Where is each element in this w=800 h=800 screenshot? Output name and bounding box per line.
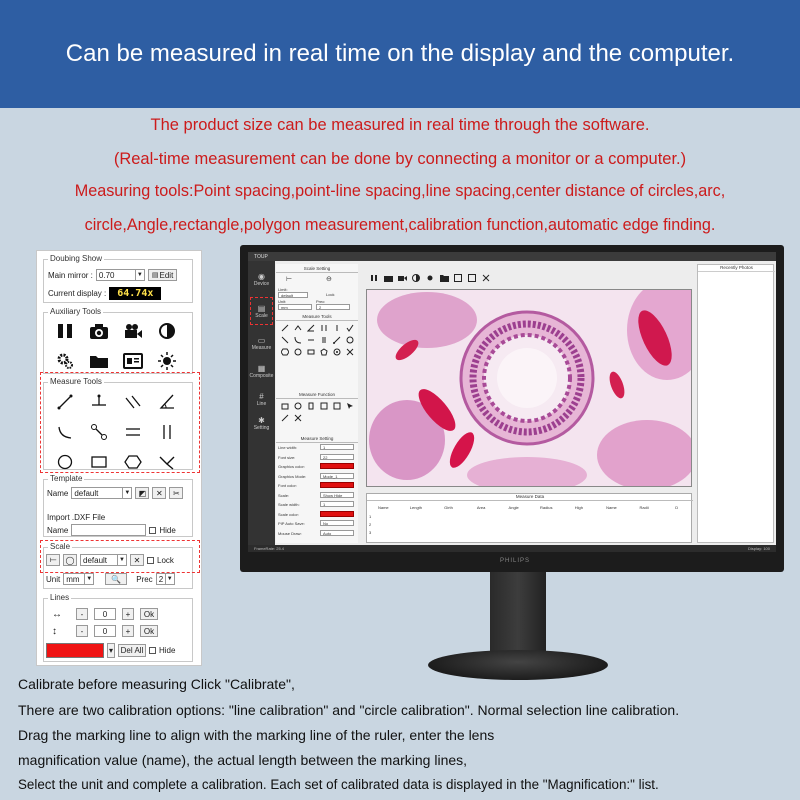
- edit-icon: ▤: [151, 272, 159, 279]
- setting-label: Font size:: [278, 454, 296, 460]
- limit-label: Limit:: [278, 287, 288, 292]
- folder-icon[interactable]: [439, 274, 449, 283]
- setting-label: Scale color:: [278, 511, 299, 517]
- scale-lock-label: Lock: [157, 555, 174, 565]
- sidebar-item-device[interactable]: ◉ Device: [253, 271, 270, 287]
- setting-value[interactable]: No: [320, 520, 354, 526]
- table-row[interactable]: 2: [369, 522, 372, 527]
- current-display-label: Current display :: [48, 289, 107, 298]
- limit-lock[interactable]: Lock: [326, 292, 335, 297]
- monitor-brand: PHILIPS: [500, 558, 531, 564]
- function-chat-icon[interactable]: [291, 400, 304, 412]
- tool-hline-icon[interactable]: [304, 334, 317, 346]
- h-ok-button[interactable]: Ok: [140, 608, 158, 620]
- brightness-icon[interactable]: [425, 274, 435, 283]
- function-select-icon[interactable]: [343, 400, 356, 412]
- dxf-name-input[interactable]: [71, 524, 146, 536]
- app-titlebar: [248, 252, 776, 261]
- sidebar-item-line[interactable]: # Line: [256, 391, 267, 407]
- intro-line-4: circle,Angle,rectangle,polygon measurement,calibration function,automatic edge finding.: [84, 216, 716, 234]
- contrast-icon[interactable]: [150, 316, 184, 346]
- tool-x-icon[interactable]: [343, 346, 356, 358]
- line-scale-icon[interactable]: ⊢: [286, 276, 293, 283]
- tool-arc-icon[interactable]: [291, 334, 304, 346]
- pause-icon[interactable]: [369, 274, 379, 283]
- app-control-panel: [276, 264, 358, 543]
- dxf-hide-checkbox[interactable]: [149, 527, 156, 534]
- app-title: TOUP: [254, 253, 268, 260]
- camera-icon[interactable]: [82, 316, 116, 346]
- tool-vline-icon[interactable]: [330, 322, 343, 334]
- column-header: Radii: [639, 505, 649, 510]
- fullscreen-icon[interactable]: [481, 274, 491, 283]
- dxf-hide-label: Hide: [159, 525, 176, 535]
- image-toolbar: [363, 271, 693, 285]
- auxiliary-tools-group: [43, 307, 193, 374]
- doubling-group: [43, 254, 193, 303]
- setting-value[interactable]: [320, 463, 354, 469]
- measure-tools-title: Measure Tools: [50, 377, 102, 386]
- auxiliary-title: Auxiliary Tools: [50, 307, 101, 316]
- copy-icon[interactable]: [467, 274, 477, 283]
- sidebar-item-composite[interactable]: ▦ Composite: [249, 363, 274, 379]
- intro-line-3: Measuring tools:Point spacing,point-line spacing,line spacing,center distance of circles,arc,: [74, 182, 726, 200]
- template-save-icon[interactable]: ◩: [135, 487, 149, 499]
- setting-label: Mouse Draw:: [278, 530, 302, 536]
- template-name-select[interactable]: default ▼: [71, 487, 132, 499]
- app-measure-function-grid: [278, 400, 356, 424]
- vertical-arrow-icon: ↕: [52, 625, 57, 637]
- camera-icon[interactable]: [383, 274, 393, 283]
- pause-icon[interactable]: [48, 316, 82, 346]
- function-image-icon[interactable]: [317, 400, 330, 412]
- lines-title: Lines: [50, 593, 70, 602]
- framerate-text: FrameRate: 25.4: [254, 546, 285, 551]
- v-ok-button[interactable]: Ok: [140, 625, 158, 637]
- display-zoom-text: Display: 100: [747, 546, 770, 551]
- save-icon[interactable]: [453, 274, 463, 283]
- measure-data-table: [366, 493, 692, 543]
- horizontal-arrow-icon: ↔: [52, 608, 62, 620]
- table-row[interactable]: 1: [369, 514, 372, 519]
- main-mirror-label: Main mirror :: [48, 270, 93, 280]
- v-line-value[interactable]: 0: [94, 625, 116, 637]
- setting-label: Scale:: [278, 492, 290, 498]
- unit-select[interactable]: mm ▼: [63, 573, 94, 585]
- column-header: Name: [606, 505, 617, 510]
- monitor-stand: [490, 570, 546, 662]
- template-group: [43, 474, 193, 537]
- scale-select[interactable]: default ▼: [80, 554, 127, 566]
- video-record-icon[interactable]: [116, 316, 150, 346]
- microscope-live-image[interactable]: [366, 289, 692, 487]
- scale-icon: ▤: [257, 303, 266, 313]
- setting-label: Scale width:: [278, 502, 300, 507]
- app-sidebar: [248, 261, 275, 545]
- template-delete-icon[interactable]: ✕: [152, 487, 166, 499]
- delete-all-button[interactable]: Del All: [118, 644, 146, 657]
- measure-tools-header: Measure Tools: [276, 314, 358, 321]
- prec-select[interactable]: 2 ▼: [156, 573, 175, 585]
- device-icon: ◉: [258, 271, 265, 281]
- h-plus-button[interactable]: +: [122, 608, 134, 620]
- column-header: Angle: [508, 505, 519, 510]
- template-name-label: Name: [47, 488, 69, 498]
- setting-value[interactable]: [320, 482, 354, 488]
- measure-setting-header: Measure Setting: [276, 436, 358, 443]
- tool-point-line-icon[interactable]: [291, 322, 304, 334]
- tool-angle-icon[interactable]: [304, 322, 317, 334]
- h-line-value[interactable]: 0: [94, 608, 116, 620]
- composite-icon: ▦: [257, 363, 266, 373]
- setting-value[interactable]: 1: [320, 444, 354, 450]
- setting-label: Graphics Mode:: [278, 473, 307, 479]
- tool-poly-icon[interactable]: [317, 346, 330, 358]
- recent-photos-header: Recently Photos: [698, 265, 775, 272]
- dxf-name-label: Name: [47, 525, 69, 535]
- function-camera-icon[interactable]: [278, 400, 291, 412]
- instruction-line-4: magnification value (name), the actual length between the marking lines,: [18, 752, 468, 768]
- function-arrow-icon[interactable]: [278, 412, 291, 424]
- circle-calibration-icon[interactable]: ◯: [63, 554, 77, 566]
- measure-control-panel: [36, 250, 202, 666]
- tool-circle-icon[interactable]: [343, 334, 356, 346]
- measure-function-header: Measure Function: [276, 392, 358, 399]
- instruction-line-1: Calibrate before measuring Click "Calibrate",: [18, 676, 295, 692]
- line-color-dropdown[interactable]: ▾: [107, 643, 115, 658]
- unit-label: Unit: [46, 574, 61, 584]
- video-icon[interactable]: [397, 274, 407, 283]
- function-paint-icon[interactable]: [304, 400, 317, 412]
- h-minus-button[interactable]: -: [76, 608, 88, 620]
- gear-icon: ✱: [258, 415, 265, 425]
- function-delete-icon[interactable]: [291, 412, 304, 424]
- instruction-line-3: Drag the marking line to align with the marking line of the ruler, enter the lens: [18, 727, 495, 743]
- measure-data-header: Measure Data: [367, 494, 693, 501]
- tool-vlines-icon[interactable]: [317, 322, 330, 334]
- v-plus-button[interactable]: +: [122, 625, 134, 637]
- lines-hide-label: Hide: [159, 646, 176, 655]
- scale-setting-header: Scale Setting: [276, 266, 358, 273]
- circle-scale-icon[interactable]: ⊖: [326, 276, 332, 283]
- setting-value[interactable]: 22: [320, 454, 354, 460]
- column-header: Girth: [444, 505, 453, 510]
- setting-label: Graphics color:: [278, 464, 305, 469]
- sidebar-item-measure[interactable]: ▭ Measure: [251, 335, 272, 351]
- doubling-title: Doubing Show: [50, 254, 103, 263]
- app-prec-select[interactable]: 2: [316, 304, 350, 310]
- tool-circle2-icon[interactable]: [291, 346, 304, 358]
- app-measure-tool-grid: [278, 322, 356, 358]
- line-color-swatch[interactable]: [46, 643, 104, 658]
- instruction-line-2: There are two calibration options: "line calibration" and "circle calibration". Normal selection line calibration.: [18, 702, 680, 718]
- setting-value[interactable]: [320, 511, 354, 517]
- setting-value[interactable]: Show Hide: [320, 492, 354, 498]
- scale-title: Scale: [50, 542, 71, 551]
- monitor-base: [428, 650, 608, 680]
- column-header: Name: [377, 505, 389, 510]
- setting-value[interactable]: 1: [320, 501, 354, 507]
- tool-check-icon[interactable]: [343, 322, 356, 334]
- template-title: Template: [50, 474, 83, 483]
- sidebar-item-setting[interactable]: ✱ Setting: [253, 415, 270, 431]
- app-unit-label: Unit:: [278, 299, 287, 304]
- tool-rect-icon[interactable]: [304, 346, 317, 358]
- scale-delete-icon[interactable]: ✕: [130, 554, 144, 566]
- setting-label: Font color:: [278, 483, 297, 488]
- grid-icon: #: [259, 391, 264, 401]
- intro-line-2: (Real-time measurement can be done by connecting a monitor or a computer.): [113, 150, 687, 168]
- tool-vert-icon[interactable]: [317, 334, 330, 346]
- setting-label: Line width:: [278, 445, 298, 450]
- measure-data-columns: [367, 505, 693, 510]
- tool-target-icon[interactable]: [330, 346, 343, 358]
- function-export-icon[interactable]: [330, 400, 343, 412]
- tool-dist-icon[interactable]: [330, 334, 343, 346]
- column-header: D: [675, 505, 679, 510]
- zoom-search-icon[interactable]: 🔍: [105, 573, 127, 585]
- intro-line-1: The product size can be measured in real time through the software.: [150, 116, 650, 134]
- template-cut-icon[interactable]: ✂: [169, 487, 183, 499]
- measure-icon: ▭: [257, 335, 266, 345]
- app-prec-label: Prec:: [316, 299, 326, 304]
- line-calibration-icon[interactable]: ⟝: [46, 554, 60, 566]
- monitor-screen: [248, 252, 776, 552]
- setting-label: PIP Auto Save:: [278, 521, 305, 526]
- import-dxf-label: Import .DXF File: [47, 513, 106, 522]
- table-row[interactable]: 3: [369, 530, 372, 535]
- column-header: Length: [409, 505, 422, 510]
- app-status-bar: [248, 545, 776, 552]
- v-minus-button[interactable]: -: [76, 625, 88, 637]
- recent-photos-panel: [697, 264, 774, 543]
- column-header: High: [574, 505, 583, 510]
- main-mirror-select[interactable]: 0.70 ▼: [96, 269, 145, 281]
- prec-label: Prec: [136, 574, 153, 584]
- tool-diag-icon[interactable]: [278, 334, 291, 346]
- column-header: Area: [476, 505, 486, 510]
- banner-title: Can be measured in real time on the display and the computer.: [0, 0, 800, 108]
- instruction-line-5: Select the unit and complete a calibration. Each set of calibrated data is displayed in the "Magnification:" list.: [18, 777, 659, 792]
- setting-value[interactable]: Auto: [320, 530, 354, 536]
- measure-tools-highlight: [40, 372, 200, 473]
- setting-value[interactable]: Mode_1: [320, 473, 354, 479]
- lines-hide-checkbox[interactable]: [149, 647, 156, 654]
- tool-line-icon[interactable]: [278, 322, 291, 334]
- contrast-icon[interactable]: [411, 274, 421, 283]
- scale-highlight: [40, 540, 200, 573]
- app-unit-select[interactable]: mm: [278, 304, 312, 310]
- column-header: Radius: [540, 505, 553, 510]
- current-display-value: 64.74x: [109, 287, 161, 300]
- lines-group: [43, 593, 193, 662]
- edit-button[interactable]: ▤ Edit: [148, 269, 177, 281]
- tool-hex-icon[interactable]: [278, 346, 291, 358]
- limit-select[interactable]: default: [278, 292, 308, 298]
- sidebar-item-scale[interactable]: ▤ Scale: [250, 297, 273, 325]
